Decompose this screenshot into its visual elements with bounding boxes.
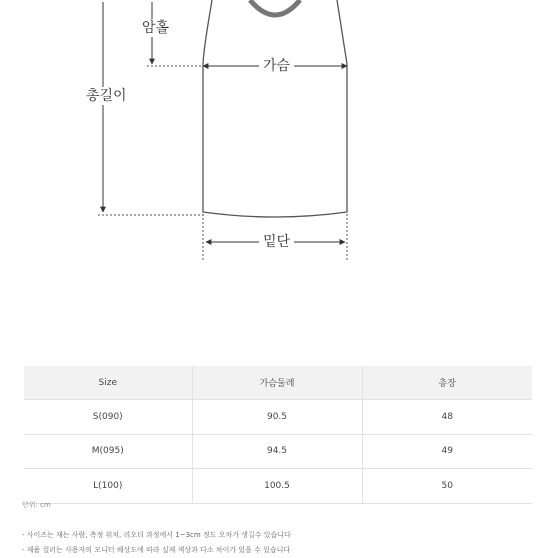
table-cell: 50 <box>362 469 532 504</box>
table-cell: 94.5 <box>192 434 362 469</box>
note-item: - 사이즈는 재는 사람, 측정 위치, 리오더 과정에서 1~3cm 정도 오차가 생길수 있습니다 <box>22 531 291 539</box>
tank-top-outline <box>203 0 347 217</box>
header-chest-circumference: 가슴둘레 <box>192 366 362 400</box>
table-cell: L(100) <box>24 469 192 504</box>
table-cell: 90.5 <box>192 400 362 435</box>
armhole-label: 암홀 <box>138 19 173 37</box>
size-table <box>24 366 532 504</box>
table-row <box>24 469 532 504</box>
table-cell: 49 <box>362 434 532 469</box>
header-total-length: 총장 <box>362 366 532 400</box>
neckline-outline <box>250 0 300 15</box>
note-item: - 제품 컬러는 사용자의 모니터 해상도에 따라 실제 색상과 다소 차이가 있을 수 있습니다 <box>22 546 291 554</box>
table-row <box>24 434 532 469</box>
chest-label: 가슴 <box>259 57 294 75</box>
notes-list <box>22 528 291 558</box>
table-header-row <box>24 366 532 400</box>
table-cell: S(090) <box>24 400 192 435</box>
table-cell: 48 <box>362 400 532 435</box>
table-row <box>24 400 532 435</box>
header-size: Size <box>24 366 192 400</box>
table-cell: 100.5 <box>192 469 362 504</box>
total-length-label: 총길이 <box>82 87 131 105</box>
hem-label: 밑단 <box>259 233 294 251</box>
unit-label: 단위: cm <box>22 501 51 509</box>
table-cell: M(095) <box>24 434 192 469</box>
